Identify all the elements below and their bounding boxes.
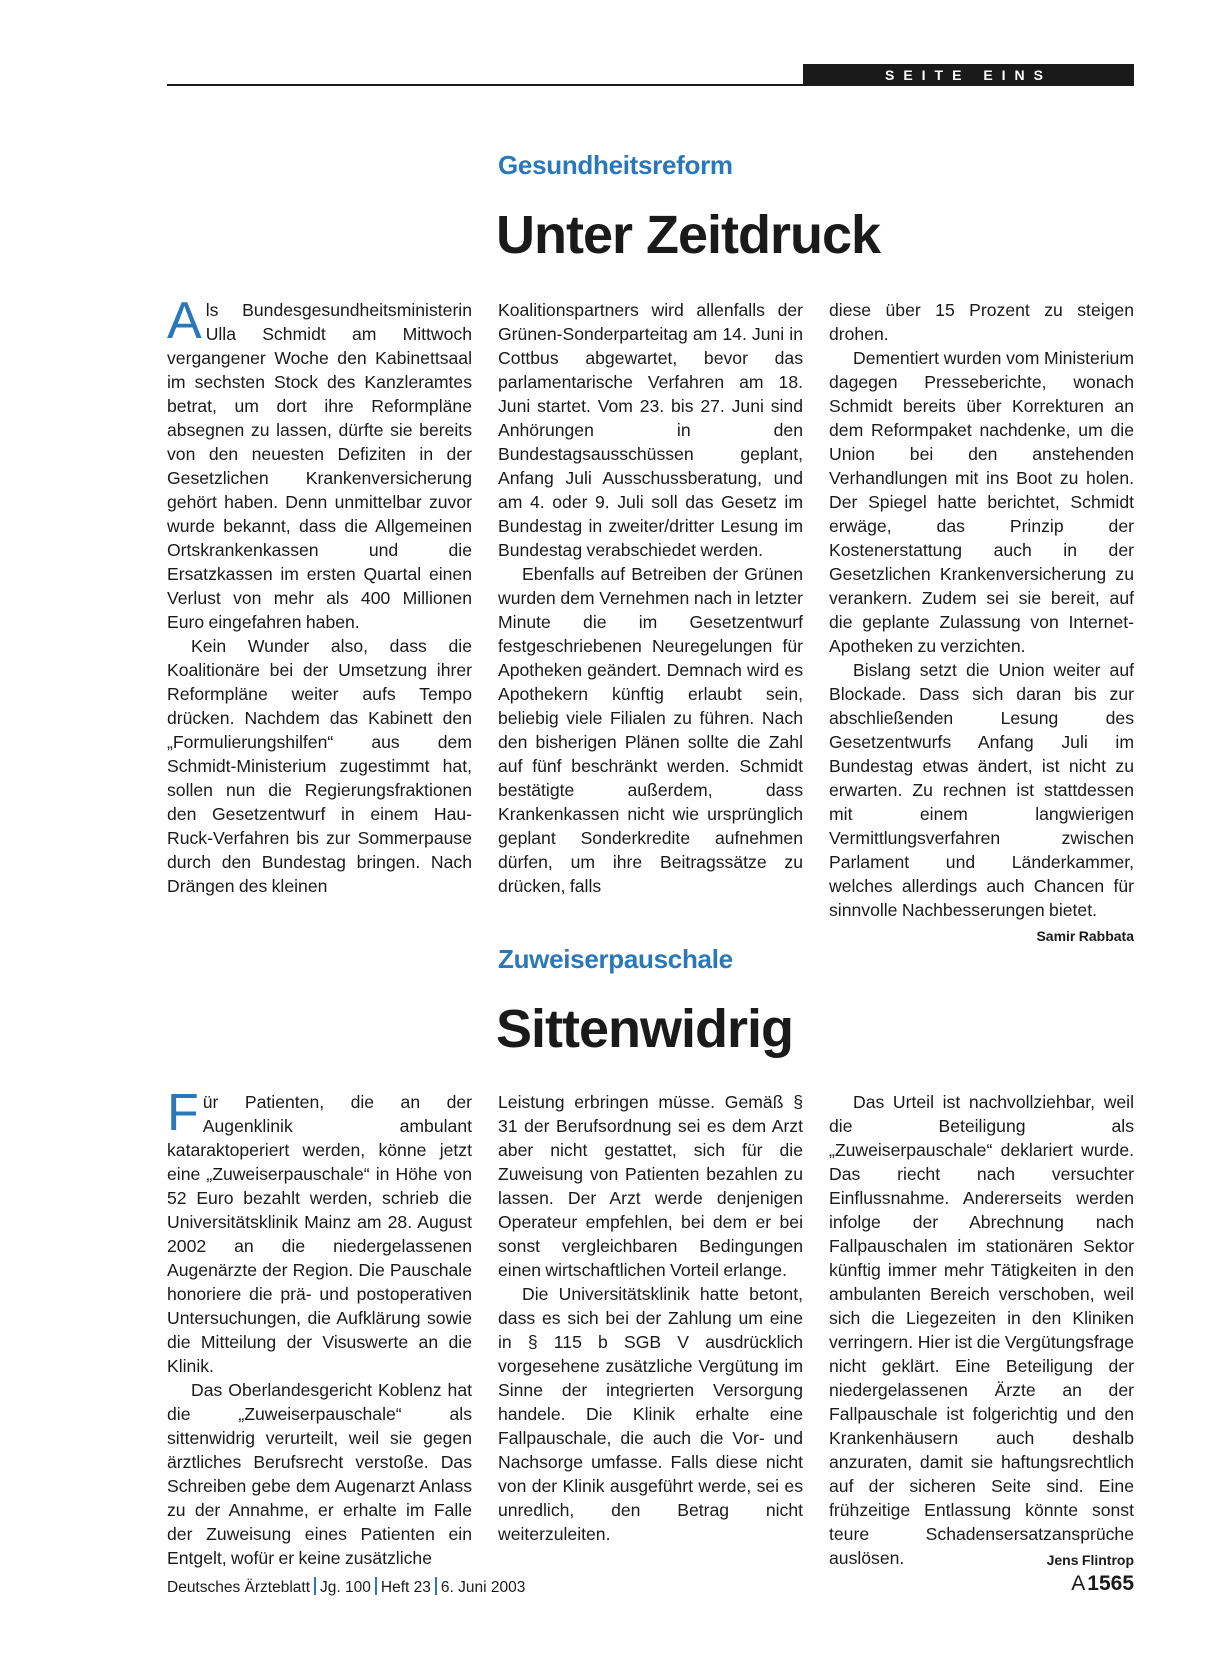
dropcap: F: [167, 1084, 199, 1142]
dropcap: A: [167, 292, 202, 350]
volume: Jg. 100: [320, 1579, 371, 1596]
page-prefix: A: [1071, 1572, 1086, 1595]
article2-col2-paragraph-1: Leistung erbringen müsse. Gemäß § 31 der Berufsordnung sei es dem Arzt aber nicht gestattet, sich für die Zuweisung von Patienten bezahlen zu lassen. Der Arzt werde denjenigen Operateur empfehlen, bei dem er bei sonst vergleichbaren Bedingungen einen wirtschaftlichen Vorteil erlange.: [498, 1092, 803, 1280]
separator: [314, 1577, 316, 1595]
article1-col1-paragraph-1: Als Bundesgesundheitsministerin Ulla Schmidt am Mittwoch vergangener Woche den Kabinettsaal im sechsten Stock des Kanzleramtes betrat, um dort ihre Reformpläne absegnen zu lassen, dürfte sie bereits von den neuesten Defiziten in der Gesetzlichen Krankenversicherung gehört haben. Denn unmittelbar zuvor wurde bekannt, dass die Allgemeinen Ortskrankenkassen und die Ersatzkassen im ersten Quartal einen Verlust von mehr als 400 Millionen Euro eingefahren haben.: [167, 292, 472, 632]
article2-kicker: Zuweiserpauschale: [498, 944, 733, 974]
article2-column-2: [498, 1090, 803, 1546]
article1-col3-paragraph-1: diese über 15 Prozent zu steigen drohen.: [829, 300, 1134, 344]
article1-kicker: Gesundheitsreform: [498, 150, 733, 180]
article2-col3-paragraph-1: Das Urteil ist nachvollziehbar, weil die Beteiligung als „Zuweiserpauschale“ deklariert wurde. Das riecht nach versuchter Einflussnahme. Andererseits werden infolge der Abrechnung nach Fallpauschalen im stationären Sektor künftig immer mehr Tätigkeiten in den ambulanten Bereich verschoben, weil sich die Liegezeiten in den Kliniken verringern. Hier ist die Vergütungsfrage nicht geklärt. Eine Beteiligung der niedergelassenen Ärzte an der Fallpauschale ist folgerichtig und den Krankenhäusern auch deshalb anzuraten, damit sie haftungsrechtlich auf der sicheren Seite sind. Eine frühzeitige Entlassung könnte sonst teure Schadensersatzansprüche auslösen. Jens Flintrop: [829, 1090, 1134, 1570]
footer-citation: [167, 1577, 525, 1597]
issue: Heft 23: [380, 1579, 431, 1596]
section-label: SEITE EINS: [803, 64, 1134, 86]
issue-date: 6. Juni 2003: [440, 1579, 526, 1596]
author-name: Samir Rabbata: [1036, 928, 1134, 944]
article1-col2-paragraph-2: Ebenfalls auf Betreiben der Grünen wurden dem Vernehmen nach in letzter Minute die im Gesetzentwurf festgeschriebenen Neuregelungen für Apotheken geändert. Demnach wird es Apothekern künftig erlaubt sein, beliebig viele Filialen zu führen. Nach den bisherigen Plänen sollte die Zahl auf fünf beschränkt werden. Schmidt bestätigte außerdem, dass Krankenkassen nicht wie ursprünglich geplant Sonderkredite aufnehmen dürfen, um ihre Beitragssätze zu drücken, falls: [498, 564, 803, 896]
separator: [435, 1577, 437, 1595]
article1-col2-paragraph-1: Koalitionspartners wird allenfalls der Grünen-Sonderparteitag am 14. Juni in Cottbus abgewartet, bevor das parlamentarische Verfahren am 18. Juni startet. Vom 23. bis 27. Juni sind Anhörungen in den Bundestagsausschüssen geplant, Anfang Juli Ausschussberatung, und am 4. oder 9. Juli soll das Gesetz im Bundestag in zweiter/dritter Lesung im Bundestag verabschiedet werden.: [498, 300, 803, 560]
article1-col1-paragraph-2: Kein Wunder also, dass die Koalitionäre bei der Umsetzung ihrer Reformpläne weiter aufs Tempo drücken. Nachdem das Kabinett den „Formulierungshilfen“ aus dem Schmidt-Ministerium zugestimmt hat, sollen nun die Regierungsfraktionen den Gesetzentwurf in einem Hau-Ruck-Verfahren bis zur Sommerpause durch den Bundestag bringen. Nach Drängen des kleinen: [167, 636, 472, 896]
article2-col1-paragraph-2: Das Oberlandesgericht Koblenz hat die „Zuweiserpauschale“ als sittenwidrig verurteilt, weil sie gegen ärztliches Berufsrecht verstoße. Das Schreiben gebe dem Augenarzt Anlass zu der Annahme, er erhalte im Falle der Zuweisung eines Patienten ein Entgelt, wofür er keine zusätzliche: [167, 1380, 472, 1568]
article2-col1-paragraph-1: Für Patienten, die an der Augenklinik ambulant kataraktoperiert werden, könne jetzt eine „Zuweiserpauschale“ in Höhe von 52 Euro bezahlt werden, schrieb die Universitätsklinik Mainz am 28. August 2002 an die niedergelassenen Augenärzte der Region. Die Pauschale honoriere die prä- und postoperativen Untersuchungen, die Aufklärung sowie die Mitteilung der Visuswerte an die Klinik.: [167, 1084, 472, 1376]
article1-col3-paragraph-3: Bislang setzt die Union weiter auf Blockade. Dass sich daran bis zur abschließenden Lesung des Gesetzentwurfs Anfang Juli im Bundestag etwas ändert, ist nicht zu erwarten. Zu rechnen ist stattdessen mit einem langwierigen Vermittlungsverfahren zwischen Parlament und Länderkammer, welches allerdings auch Chancen für sinnvolle Nachbesserungen bietet. Samir Rabbata: [829, 658, 1134, 922]
article1-headline: Unter Zeitdruck: [496, 205, 881, 265]
article2-col2-paragraph-2: Die Universitätsklinik hatte betont, dass es sich bei der Zahlung um eine in § 115 b SGB V ausdrücklich vorgesehene zusätzliche Vergütung im Sinne der integrierten Versorgung handele. Die Klinik erhalte eine Fallpauschale, die auch die Vor- und Nachsorge umfasse. Falls diese nicht von der Klinik ausgeführt werde, sei es unredlich, den Betrag nicht weiterzuleiten.: [498, 1284, 803, 1544]
journal-name: Deutsches Ärzteblatt: [167, 1579, 311, 1596]
page-number: A1565: [1071, 1572, 1134, 1595]
separator: [375, 1577, 377, 1595]
article1-column-2: [498, 298, 803, 898]
article2-column-3: [829, 1090, 1134, 1572]
article2-column-1: [167, 1084, 472, 1570]
article1-column-3: [829, 298, 1134, 948]
article1-col3-paragraph-2: Dementiert wurden vom Ministerium dagegen Presseberichte, wonach Schmidt bereits über Korrekturen an dem Reformpaket nachdenke, um die Union bei den anstehenden Verhandlungen mit ins Boot zu holen. Der Spiegel hatte berichtet, Schmidt erwäge, das Prinzip der Kostenerstattung auch in der Gesetzlichen Krankenversicherung zu verankern. Zudem sei sie bereit, auf die geplante Zulassung von Internet-Apotheken zu verzichten.: [829, 348, 1134, 656]
article2-headline: Sittenwidrig: [496, 999, 793, 1059]
article1-column-1: [167, 292, 472, 898]
author-name: Jens Flintrop: [1046, 1552, 1134, 1568]
